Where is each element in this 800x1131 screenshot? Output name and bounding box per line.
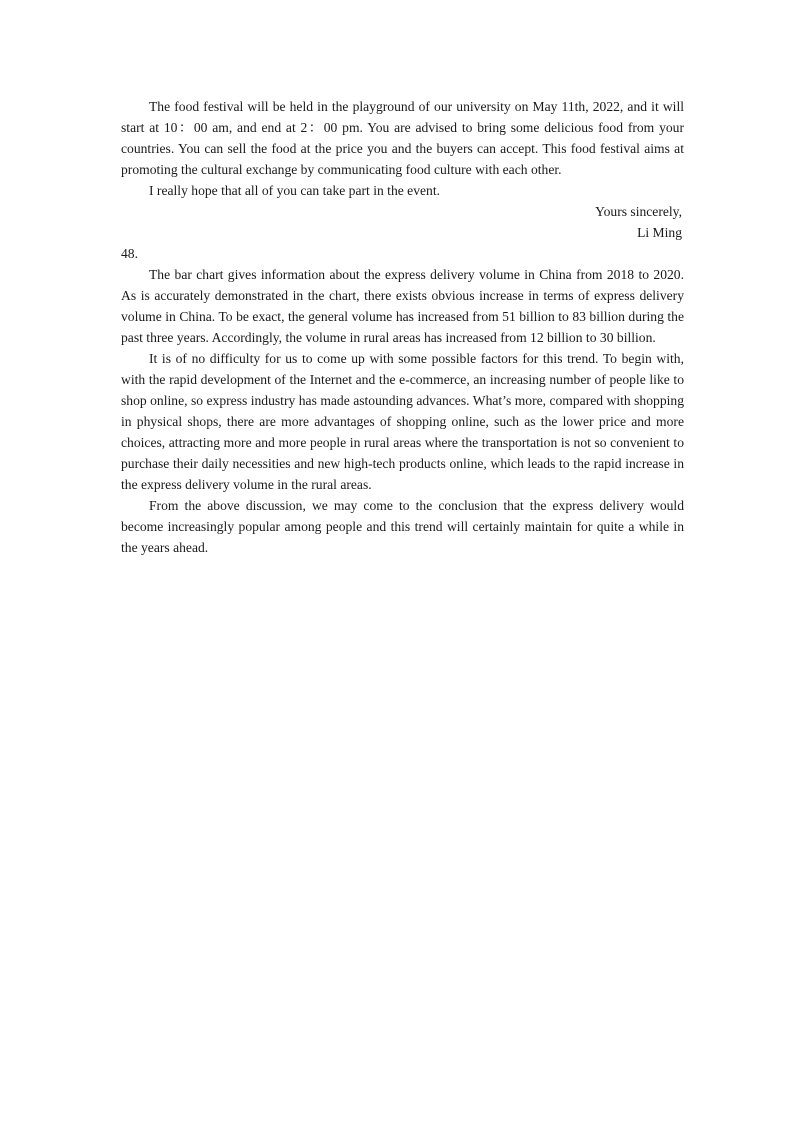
letter-paragraph-1: The food festival will be held in the playground of our university on May 11th, 2022, and it will start at 10：00 am, and end at 2：00 pm. You are advised to bring some delicious food from your countries. You can sell the food at the price you and the buyers can accept. This food festival aims at promoting the cultural exchange by communicating food culture with each other.: [121, 99, 684, 177]
letter-closing: Yours sincerely,: [595, 204, 682, 219]
essay-paragraph-2: It is of no difficulty for us to come up with some possible factors for this trend. To begin with, with the rapid development of the Internet and the e-commerce, an increasing number of people like to shop online, so express industry has made astounding advances. What’s more, compared with shopping in physical shops, there are more advantages of shopping online, such as the lower price and more choices, attracting more and more people in rural areas where the transportation is not so convenient to purchase their daily necessities and new high-tech products online, which leads to the rapid increase in the express delivery volume in the rural areas.: [121, 351, 684, 492]
essay-paragraph-3: From the above discussion, we may come to the conclusion that the express delivery would become increasingly popular among people and this trend will certainly maintain for quite a while in the years ahead.: [121, 498, 684, 555]
document-page: [121, 96, 684, 558]
question-number: 48.: [121, 246, 138, 261]
letter-paragraph-2: I really hope that all of you can take part in the event.: [149, 183, 441, 198]
letter-signature: Li Ming: [637, 225, 682, 240]
essay-paragraph-1: The bar chart gives information about the express delivery volume in China from 2018 to 2020. As is accurately demonstrated in the chart, there exists obvious increase in terms of express delivery volume in China. To be exact, the general volume has increased from 51 billion to 83 billion during the past three years. Accordingly, the volume in rural areas has increased from 12 billion to 30 billion.: [121, 267, 684, 345]
